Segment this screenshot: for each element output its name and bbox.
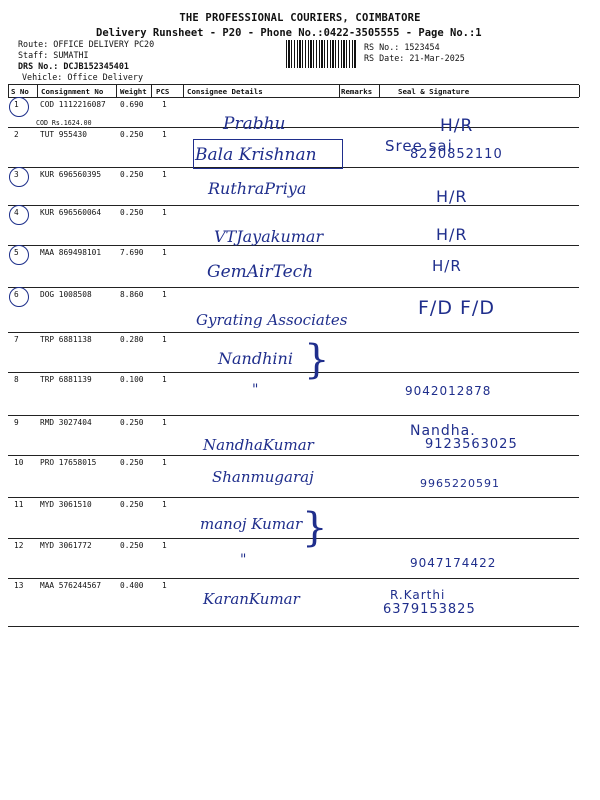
row-consignment-no: MYD 3061510 (40, 500, 92, 509)
row-sno: 4 (14, 208, 19, 217)
row-seal-signature: Sree sai (385, 137, 453, 155)
header-divider (379, 85, 380, 97)
row-sno: 7 (14, 335, 19, 344)
rs-date: RS Date: 21-Mar-2025 (364, 53, 465, 63)
row-rule (8, 372, 579, 373)
header-divider (151, 85, 152, 97)
row-consignment-no: MAA 576244567 (40, 581, 102, 590)
row-cod-amount: COD Rs.1624.00 (36, 119, 92, 127)
row-consignment-no: TRP 6881139 (40, 375, 92, 384)
header-divider (8, 85, 9, 97)
company-name: THE PROFESSIONAL COURIERS, COIMBATORE (179, 12, 421, 24)
row-sno: 12 (14, 541, 24, 550)
row-pcs: 1 (162, 581, 167, 590)
row-seal-signature: 9965220591 (420, 477, 500, 490)
header-divider (579, 85, 580, 97)
row-sno: 11 (14, 500, 24, 509)
staff-label: Staff: SUMATHI (18, 50, 89, 60)
row-rule (8, 415, 579, 416)
row-consignment-no: COD 1112216087 (40, 100, 106, 109)
row-consignee-handwriting: " (252, 382, 259, 398)
row-seal-signature: F/D F/D (418, 297, 495, 319)
table-top-rule (8, 84, 579, 85)
header-divider (116, 85, 117, 97)
row-consignment-no: PRO 17658015 (40, 458, 97, 467)
row-sno: 9 (14, 418, 19, 427)
row-weight: 0.280 (120, 335, 144, 344)
row-rule (8, 332, 579, 333)
circle-mark-icon (9, 287, 29, 307)
row-pcs: 1 (162, 130, 167, 139)
row-seal-signature: 9047174422 (410, 556, 497, 570)
row-weight: 7.690 (120, 248, 144, 257)
row-seal-signature: H/R (432, 257, 462, 275)
row-consignment-no: DOG 1008508 (40, 290, 92, 299)
row-pcs: 1 (162, 541, 167, 550)
row-consignment-no: TRP 6881138 (40, 335, 92, 344)
circle-mark-icon (9, 167, 29, 187)
row-weight: 0.250 (120, 208, 144, 217)
row-seal-signature: H/R (440, 116, 474, 136)
row-consignee-handwriting: Bala Krishnan (195, 145, 317, 165)
row-pcs: 1 (162, 335, 167, 344)
row-pcs: 1 (162, 418, 167, 427)
col-remarks: Remarks (341, 87, 373, 96)
barcode-icon (286, 40, 356, 68)
row-pcs: 1 (162, 458, 167, 467)
runsheet-title: Delivery Runsheet - P20 - Phone No.:0422-3505555 - Page No.:1 (96, 27, 482, 39)
col-seal: Seal & Signature (398, 87, 470, 96)
row-weight: 0.100 (120, 375, 144, 384)
col-consignment: Consignment No (41, 87, 104, 96)
row-rule (8, 497, 579, 498)
row-consignee-handwriting: Nandhini (218, 349, 293, 368)
row-sno: 10 (14, 458, 24, 467)
brace-icon: } (304, 337, 330, 383)
row-rule (8, 626, 579, 627)
row-rule (8, 205, 579, 206)
row-pcs: 1 (162, 208, 167, 217)
row-seal-phone: 6379153825 (383, 602, 476, 617)
row-rule (8, 455, 579, 456)
row-consignee-handwriting: KaranKumar (203, 590, 300, 608)
row-consignee-handwriting: GemAirTech (207, 262, 314, 282)
row-sno: 8 (14, 375, 19, 384)
row-consignment-no: TUT 955430 (40, 130, 87, 139)
row-seal-signature: H/R (436, 187, 468, 206)
row-weight: 0.250 (120, 500, 144, 509)
col-consignee: Consignee Details (187, 87, 263, 96)
brace-icon: } (302, 505, 328, 551)
row-seal-signature: Nandha. (410, 423, 476, 439)
row-pcs: 1 (162, 290, 167, 299)
row-consignment-no: KUR 696560395 (40, 170, 102, 179)
row-weight: 0.250 (120, 170, 144, 179)
row-rule (8, 127, 579, 128)
row-pcs: 1 (162, 375, 167, 384)
row-pcs: 1 (162, 500, 167, 509)
row-sno: 13 (14, 581, 24, 590)
row-weight: 8.860 (120, 290, 144, 299)
row-seal-signature: R.Karthi (390, 588, 446, 602)
row-consignment-no: MYD 3061772 (40, 541, 92, 550)
header-divider (183, 85, 184, 97)
row-weight: 0.690 (120, 100, 144, 109)
row-consignee-handwriting: Shanmugaraj (212, 468, 314, 486)
row-weight: 0.400 (120, 581, 144, 590)
row-consignee-handwriting: VTJayakumar (214, 227, 324, 246)
row-pcs: 1 (162, 100, 167, 109)
row-sno: 3 (14, 170, 19, 179)
row-weight: 0.250 (120, 458, 144, 467)
row-seal-signature: H/R (436, 225, 468, 244)
header-divider (37, 85, 38, 97)
row-consignment-no: RMD 3027404 (40, 418, 92, 427)
row-weight: 0.250 (120, 418, 144, 427)
row-sno: 6 (14, 290, 19, 299)
row-consignment-no: KUR 696560064 (40, 208, 102, 217)
row-sno: 1 (14, 100, 19, 109)
row-rule (8, 578, 579, 579)
row-sno: 2 (14, 130, 19, 139)
row-sno: 5 (14, 248, 19, 257)
row-consignee-handwriting: " (240, 552, 247, 568)
circle-mark-icon (9, 97, 29, 117)
table-header-rule (8, 97, 579, 98)
row-seal-signature: 9042012878 (405, 384, 492, 398)
consignee-box (193, 139, 343, 169)
drs-number: DRS No.: DCJB152345401 (18, 61, 129, 71)
rs-number: RS No.: 1523454 (364, 42, 440, 52)
row-pcs: 1 (162, 248, 167, 257)
row-weight: 0.250 (120, 541, 144, 550)
header-divider (339, 85, 340, 97)
row-consignee-handwriting: Prabhu (223, 114, 286, 134)
circle-mark-icon (9, 205, 29, 225)
circle-mark-icon (9, 245, 29, 265)
row-pcs: 1 (162, 170, 167, 179)
row-seal-phone: 8220852110 (410, 147, 503, 162)
row-rule (8, 287, 579, 288)
row-consignment-no: MAA 869498101 (40, 248, 102, 257)
route-label: Route: OFFICE DELIVERY PC20 (18, 39, 155, 49)
row-seal-phone: 9123563025 (425, 437, 518, 452)
row-consignee-handwriting: RuthraPriya (208, 179, 307, 198)
row-weight: 0.250 (120, 130, 144, 139)
row-consignee-handwriting: manoj Kumar (200, 515, 303, 533)
row-consignee-handwriting: Gyrating Associates (196, 311, 348, 329)
col-pcs: PCS (156, 87, 170, 96)
vehicle-label: Vehicle: Office Delivery (22, 72, 144, 82)
row-consignee-handwriting: NandhaKumar (203, 436, 314, 454)
row-rule (8, 538, 579, 539)
col-weight: Weight (120, 87, 147, 96)
col-sno: S No (11, 87, 29, 96)
